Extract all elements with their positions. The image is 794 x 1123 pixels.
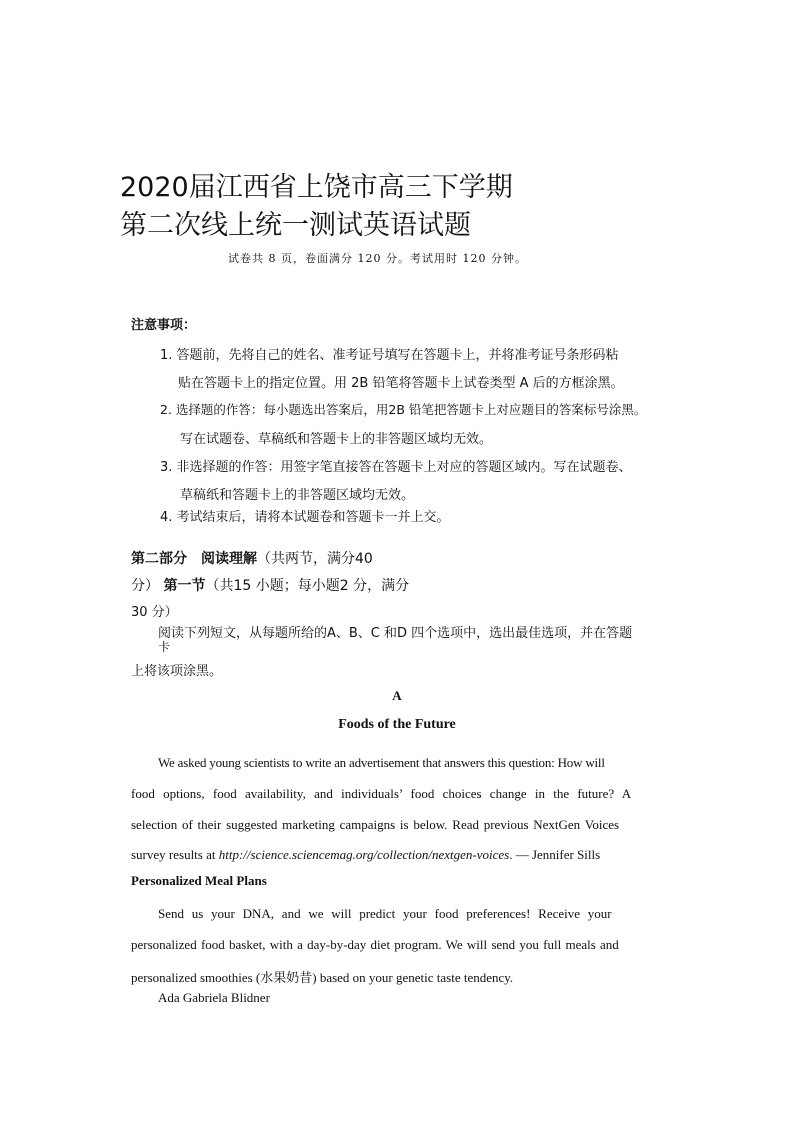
instruction-line-1b: 卡 <box>158 640 171 654</box>
signature: . — Jennifer Sills <box>509 847 601 862</box>
passage-para2-line-2: personalized food basket, with a day-by-day diet program. We will send you full meals and <box>131 937 619 952</box>
survey-text: survey results at <box>131 847 219 862</box>
exam-info: 试卷共 8 页，卷面满分 120 分。考试用时 120 分钟。 <box>228 252 527 265</box>
notice-item-2-cont: 写在试题卷、草稿纸和答题卡上的非答题区域均无效。 <box>180 432 493 447</box>
section1-heading <box>131 575 409 595</box>
part-title: 第二部分 阅读理解 <box>131 551 257 567</box>
page-title-line-2: 第二次线上统一测试英语试题 <box>120 210 471 241</box>
notice-heading: 注意事项： <box>131 318 197 333</box>
section1-desc: （共15 小题；每小题2 分，满分 <box>205 578 410 594</box>
passage-letter: A <box>392 688 402 703</box>
passage-para2-line-3: personalized smoothies (水果奶昔) based on your genetic taste tendency. <box>131 970 514 985</box>
instruction-line-2: 上将该项涂黑。 <box>131 664 223 679</box>
passage-para1-line-4 <box>131 847 600 863</box>
notice-item-4: 4. 考试结束后，请将本试题卷和答题卡一并上交。 <box>160 510 450 525</box>
part-desc: （共两节，满分40 <box>257 551 373 567</box>
part-desc-cont: 分） <box>131 578 159 594</box>
passage-para1-line-1: We asked young scientists to write an advertisement that answers this question: How will <box>158 755 605 770</box>
subheading-meal-plans: Personalized Meal Plans <box>131 873 267 888</box>
instruction-line-1: 阅读下列短文，从每题所给的A、B、C 和D 四个选项中，选出最佳选项，并在答题 <box>158 626 633 641</box>
section1-desc-cont: 30 分） <box>131 605 178 620</box>
part-heading <box>131 548 373 568</box>
passage-para1-line-2: food options, food availability, and individuals’ food choices change in the future? A <box>131 786 632 801</box>
passage-author: Ada Gabriela Blidner <box>158 990 270 1005</box>
notice-item-2: 2. 选择题的作答：每小题选出答案后，用2B 铅笔把答题卡上对应题目的答案标号涂黑。 <box>160 402 647 417</box>
passage-title: Foods of the Future <box>338 717 456 732</box>
passage-para2-line-1: Send us your DNA, and we will predict your food preferences! Receive your <box>158 906 612 921</box>
notice-item-3: 3. 非选择题的作答：用签字笔直接答在答题卡上对应的答题区域内。写在试题卷、 <box>160 460 632 475</box>
notice-item-3-cont: 草稿纸和答题卡上的非答题区域均无效。 <box>180 488 415 503</box>
passage-para1-line-3: selection of their suggested marketing campaigns is below. Read previous NextGen Voices <box>131 817 620 832</box>
survey-url: http://science.sciencemag.org/collection/nextgen-voices <box>218 847 510 862</box>
notice-item-1: 1. 答题前，先将自己的姓名、准考证号填写在答题卡上，并将准考证号条形码粘 <box>160 348 619 363</box>
notice-item-1-cont: 贴在答题卡上的指定位置。用 2B 铅笔将答题卡上试卷类型 A 后的方框涂黑。 <box>178 376 624 391</box>
section1-title: 第一节 <box>163 578 206 594</box>
page-title-line-1: 2020届江西省上饶市高三下学期 <box>120 172 513 203</box>
